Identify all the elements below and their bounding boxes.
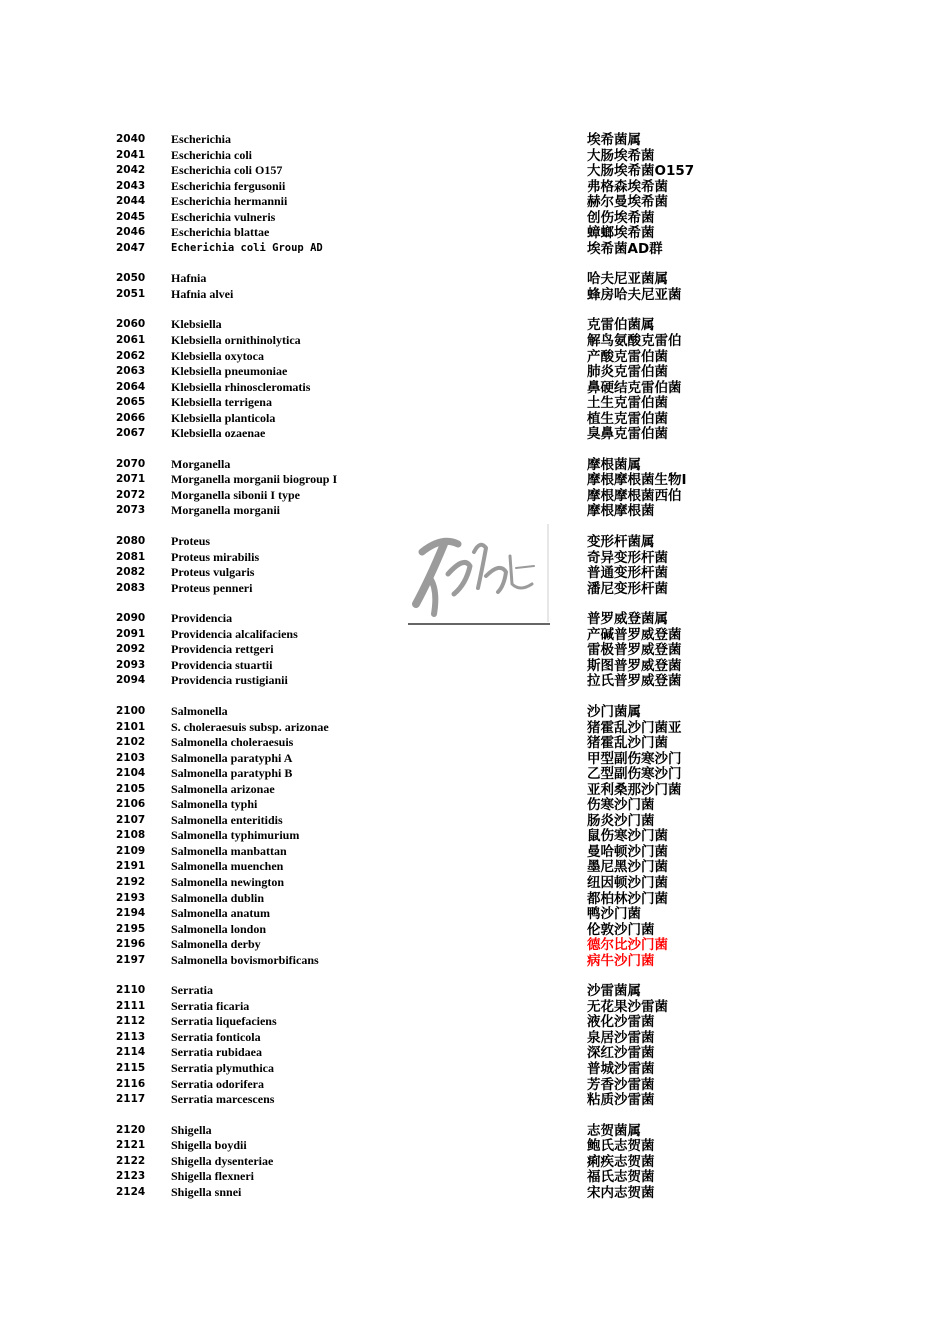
row-code: 2045 <box>116 210 146 223</box>
row-latin-name: Klebsiella <box>171 317 222 332</box>
row-chinese-name: 甲型副伤寒沙门 <box>587 750 682 767</box>
row-code: 2083 <box>116 581 146 594</box>
row-code: 2122 <box>116 1154 146 1167</box>
row-chinese-name: 肠炎沙门菌 <box>587 812 655 829</box>
row-chinese-name: 乙型副伤寒沙门 <box>587 766 682 783</box>
table-row <box>0 891 950 907</box>
table-row <box>0 287 950 303</box>
row-chinese-name: 猪霍乱沙门菌亚 <box>587 719 682 736</box>
table-row <box>0 1154 950 1170</box>
row-code: 2065 <box>116 396 146 409</box>
table-row <box>0 1061 950 1077</box>
row-latin-name: Morganella <box>171 456 231 471</box>
row-chinese-name: 解鸟氨酸克雷伯 <box>587 333 682 350</box>
row-chinese-name: 鸭沙门菌 <box>587 906 641 923</box>
row-code: 2106 <box>116 798 146 811</box>
row-code: 2043 <box>116 179 146 192</box>
row-latin-name: Providencia <box>171 611 233 626</box>
row-latin-name: Proteus mirabilis <box>171 549 260 564</box>
row-code: 2051 <box>116 287 146 300</box>
row-latin-name: Shigella snnei <box>171 1184 242 1199</box>
table-row <box>0 194 950 210</box>
group-spacer <box>0 302 950 317</box>
row-code: 2109 <box>116 844 146 857</box>
row-chinese-name: 沙雷菌属 <box>587 983 641 1000</box>
row-chinese-name: 深红沙雷菌 <box>587 1045 655 1062</box>
row-latin-name: Klebsiella ornithinolytica <box>171 333 301 348</box>
table-row <box>0 999 950 1015</box>
table-row <box>0 1030 950 1046</box>
row-code: 2116 <box>116 1077 146 1090</box>
row-chinese-name: 粘质沙雷菌 <box>587 1092 655 1109</box>
row-chinese-name: 埃希菌属 <box>587 132 641 148</box>
row-chinese-name: 哈夫尼亚菌属 <box>587 271 668 288</box>
row-latin-name: Escherichia coli O157 <box>171 163 283 178</box>
row-chinese-name: 弗格森埃希菌 <box>587 178 668 195</box>
row-latin-name: Klebsiella rhinoscleromatis <box>171 379 311 394</box>
row-latin-name: Salmonella manbattan <box>171 843 287 858</box>
row-latin-name: Morganella sibonii I type <box>171 487 301 502</box>
row-chinese-name: 产酸克雷伯菌 <box>587 348 668 365</box>
row-code: 2192 <box>116 875 146 888</box>
row-code: 2111 <box>116 999 146 1012</box>
table-row <box>0 333 950 349</box>
table-row <box>0 1092 950 1108</box>
row-latin-name: Escherichia <box>171 132 231 146</box>
row-chinese-name: 土生克雷伯菌 <box>587 395 668 412</box>
row-chinese-name: 猪霍乱沙门菌 <box>587 735 668 752</box>
row-latin-name: Escherichia blattae <box>171 225 270 240</box>
row-latin-name: Escherichia fergusonii <box>171 178 286 193</box>
row-latin-name: Salmonella paratyphi A <box>171 750 293 765</box>
row-latin-name: Klebsiella terrigena <box>171 395 272 410</box>
row-code: 2081 <box>116 550 146 563</box>
row-chinese-name: 无花果沙雷菌 <box>587 998 668 1015</box>
table-row <box>0 983 950 999</box>
table-row <box>0 503 950 519</box>
row-latin-name: Klebsiella pneumoniae <box>171 364 288 379</box>
table-row <box>0 411 950 427</box>
row-latin-name: Salmonella paratyphi B <box>171 766 293 781</box>
row-chinese-name: 摩根摩根菌生物I <box>587 472 687 489</box>
row-chinese-name: 沙门菌属 <box>587 703 641 720</box>
row-code: 2062 <box>116 349 146 362</box>
row-chinese-name: 潘尼变形杆菌 <box>587 580 668 597</box>
row-code: 2042 <box>116 164 146 177</box>
row-chinese-name: 德尔比沙门菌 <box>587 937 668 954</box>
row-code: 2093 <box>116 658 146 671</box>
row-chinese-name: 肺炎克雷伯菌 <box>587 364 668 381</box>
row-code: 2101 <box>116 720 146 733</box>
table-row <box>0 1185 950 1201</box>
row-chinese-name: 曼哈顿沙门菌 <box>587 843 668 860</box>
table-row <box>0 859 950 875</box>
row-latin-name: Escherichia coli <box>171 147 252 162</box>
row-code: 2110 <box>116 984 146 997</box>
row-chinese-name: 伤寒沙门菌 <box>587 797 655 814</box>
row-code: 2121 <box>116 1139 146 1152</box>
row-code: 2113 <box>116 1030 146 1043</box>
row-chinese-name: 赫尔曼埃希菌 <box>587 194 668 211</box>
table-row <box>0 797 950 813</box>
row-latin-name: Salmonella newington <box>171 874 285 889</box>
row-code: 2197 <box>116 953 146 966</box>
row-chinese-name: 摩根摩根菌 <box>587 503 655 520</box>
row-latin-name: Salmonella arizonae <box>171 781 275 796</box>
watermark-signature-icon <box>408 522 553 628</box>
row-latin-name: Escherichia hermannii <box>171 194 288 209</box>
row-chinese-name: 病牛沙门菌 <box>587 952 655 969</box>
table-row <box>0 953 950 969</box>
row-latin-name: Salmonella dublin <box>171 890 265 905</box>
row-code: 2070 <box>116 457 146 470</box>
row-chinese-name: 克雷伯菌属 <box>587 317 655 334</box>
row-chinese-name: 纽因顿沙门菌 <box>587 874 668 891</box>
row-chinese-name: 普罗威登菌属 <box>587 611 668 628</box>
table-row <box>0 720 950 736</box>
row-chinese-name: 伦敦沙门菌 <box>587 921 655 938</box>
row-code: 2046 <box>116 226 146 239</box>
table-row <box>0 844 950 860</box>
table-row <box>0 1123 950 1139</box>
row-latin-name: Serratia rubidaea <box>171 1045 262 1060</box>
table-row <box>0 1138 950 1154</box>
row-code: 2064 <box>116 380 146 393</box>
row-latin-name: Salmonella london <box>171 921 267 936</box>
code-table <box>0 132 950 1200</box>
table-row <box>0 1014 950 1030</box>
table-row <box>0 782 950 798</box>
table-row <box>0 735 950 751</box>
row-code: 2114 <box>116 1046 146 1059</box>
row-code: 2100 <box>116 704 146 717</box>
table-row <box>0 766 950 782</box>
row-code: 2124 <box>116 1185 146 1198</box>
row-chinese-name: 芳香沙雷菌 <box>587 1076 655 1093</box>
row-code: 2195 <box>116 922 146 935</box>
table-row <box>0 658 950 674</box>
row-latin-name: Salmonella bovismorbificans <box>171 952 319 967</box>
row-chinese-name: 埃希菌AD群 <box>587 240 663 257</box>
row-latin-name: Providencia stuartii <box>171 657 273 672</box>
row-chinese-name: 摩根菌属 <box>587 456 641 473</box>
row-code: 2044 <box>116 195 146 208</box>
group-spacer <box>0 689 950 704</box>
table-row <box>0 472 950 488</box>
row-code: 2104 <box>116 767 146 780</box>
row-chinese-name: 斯图普罗威登菌 <box>587 657 682 674</box>
row-code: 2063 <box>116 365 146 378</box>
row-chinese-name: 产碱普罗威登菌 <box>587 626 682 643</box>
group-spacer <box>0 256 950 271</box>
row-chinese-name: 都柏林沙门菌 <box>587 890 668 907</box>
row-code: 2107 <box>116 813 146 826</box>
row-chinese-name: 泉居沙雷菌 <box>587 1029 655 1046</box>
row-code: 2112 <box>116 1015 146 1028</box>
row-latin-name: Echerichia coli Group AD <box>171 241 323 254</box>
table-row <box>0 1169 950 1185</box>
table-row <box>0 642 950 658</box>
row-code: 2082 <box>116 566 146 579</box>
row-chinese-name: 宋内志贺菌 <box>587 1184 655 1201</box>
row-code: 2115 <box>116 1061 146 1074</box>
row-latin-name: Shigella dysenteriae <box>171 1153 274 1168</box>
table-row <box>0 349 950 365</box>
table-row <box>0 704 950 720</box>
row-latin-name: Salmonella choleraesuis <box>171 735 294 750</box>
table-row <box>0 488 950 504</box>
row-code: 2191 <box>116 860 146 873</box>
row-latin-name: Shigella <box>171 1122 212 1137</box>
row-latin-name: Salmonella derby <box>171 937 261 952</box>
row-code: 2067 <box>116 427 146 440</box>
row-code: 2102 <box>116 736 146 749</box>
row-latin-name: Salmonella typhi <box>171 797 258 812</box>
table-row <box>0 673 950 689</box>
table-row <box>0 179 950 195</box>
row-latin-name: Proteus vulgaris <box>171 565 255 580</box>
row-code: 2080 <box>116 535 146 548</box>
row-code: 2047 <box>116 241 146 254</box>
table-row <box>0 426 950 442</box>
row-chinese-name: 摩根摩根菌西伯 <box>587 487 682 504</box>
row-code: 2073 <box>116 504 146 517</box>
row-latin-name: Escherichia vulneris <box>171 209 276 224</box>
row-code: 2193 <box>116 891 146 904</box>
row-latin-name: Hafnia <box>171 271 207 286</box>
row-latin-name: Providencia alcalifaciens <box>171 626 298 641</box>
row-chinese-name: 液化沙雷菌 <box>587 1014 655 1031</box>
row-chinese-name: 奇异变形杆菌 <box>587 549 668 566</box>
row-latin-name: Providencia rustigianii <box>171 673 288 688</box>
table-row <box>0 380 950 396</box>
table-row <box>0 828 950 844</box>
row-latin-name: Serratia <box>171 983 213 998</box>
table-row <box>0 627 950 643</box>
table-row <box>0 148 950 164</box>
row-chinese-name: 创伤埃希菌 <box>587 209 655 226</box>
row-chinese-name: 鲍氏志贺菌 <box>587 1138 655 1155</box>
row-chinese-name: 福氏志贺菌 <box>587 1169 655 1186</box>
row-latin-name: Morganella morganii biogroup I <box>171 472 338 487</box>
row-code: 2194 <box>116 907 146 920</box>
row-latin-name: Proteus <box>171 534 211 549</box>
table-row <box>0 225 950 241</box>
row-code: 2094 <box>116 674 146 687</box>
table-row <box>0 813 950 829</box>
table-row <box>0 364 950 380</box>
table-row <box>0 751 950 767</box>
row-code: 2050 <box>116 272 146 285</box>
row-code: 2041 <box>116 148 146 161</box>
row-code: 2090 <box>116 612 146 625</box>
group-spacer <box>0 442 950 457</box>
table-row <box>0 210 950 226</box>
table-row <box>0 457 950 473</box>
table-row <box>0 163 950 179</box>
table-row <box>0 241 950 257</box>
row-latin-name: Salmonella enteritidis <box>171 812 283 827</box>
row-chinese-name: 大肠埃希菌 <box>587 147 655 164</box>
row-chinese-name: 大肠埃希菌O157 <box>587 163 695 180</box>
table-row <box>0 132 950 148</box>
row-latin-name: Klebsiella planticola <box>171 410 276 425</box>
table-row <box>0 271 950 287</box>
row-latin-name: Salmonella anatum <box>171 906 271 921</box>
table-row <box>0 1077 950 1093</box>
row-chinese-name: 变形杆菌属 <box>587 534 655 551</box>
row-code: 2108 <box>116 829 146 842</box>
row-latin-name: S. choleraesuis subsp. arizonae <box>171 719 329 734</box>
row-latin-name: Proteus penneri <box>171 580 253 595</box>
row-chinese-name: 植生克雷伯菌 <box>587 410 668 427</box>
row-chinese-name: 臭鼻克雷伯菌 <box>587 426 668 443</box>
row-code: 2091 <box>116 627 146 640</box>
row-latin-name: Serratia liquefaciens <box>171 1014 277 1029</box>
row-latin-name: Shigella boydii <box>171 1138 247 1153</box>
row-latin-name: Morganella morganii <box>171 503 280 518</box>
row-latin-name: Salmonella muenchen <box>171 859 284 874</box>
row-chinese-name: 亚利桑那沙门菌 <box>587 781 682 798</box>
row-chinese-name: 雷极普罗威登菌 <box>587 642 682 659</box>
row-chinese-name: 蜂房哈夫尼亚菌 <box>587 286 682 303</box>
row-chinese-name: 痢疾志贺菌 <box>587 1153 655 1170</box>
table-row <box>0 1045 950 1061</box>
row-chinese-name: 鼻硬结克雷伯菌 <box>587 379 682 396</box>
table-row <box>0 937 950 953</box>
group-spacer <box>0 1108 950 1123</box>
row-chinese-name: 鼠伤寒沙门菌 <box>587 828 668 845</box>
row-code: 2196 <box>116 938 146 951</box>
row-code: 2071 <box>116 473 146 486</box>
row-latin-name: Shigella flexneri <box>171 1169 254 1184</box>
table-row <box>0 395 950 411</box>
row-code: 2120 <box>116 1123 146 1136</box>
row-code: 2072 <box>116 488 146 501</box>
table-row <box>0 922 950 938</box>
row-latin-name: Salmonella typhimurium <box>171 828 300 843</box>
row-chinese-name: 志贺菌属 <box>587 1122 641 1139</box>
table-row <box>0 906 950 922</box>
row-latin-name: Serratia odorifera <box>171 1076 264 1091</box>
row-code: 2092 <box>116 643 146 656</box>
table-row <box>0 317 950 333</box>
row-latin-name: Serratia ficaria <box>171 998 250 1013</box>
group-spacer <box>0 968 950 983</box>
row-latin-name: Serratia marcescens <box>171 1092 275 1107</box>
row-code: 2103 <box>116 751 146 764</box>
row-latin-name: Providencia rettgeri <box>171 642 274 657</box>
row-latin-name: Serratia fonticola <box>171 1029 261 1044</box>
row-chinese-name: 墨尼黑沙门菌 <box>587 859 668 876</box>
row-latin-name: Hafnia alvei <box>171 286 234 301</box>
row-chinese-name: 普通变形杆菌 <box>587 565 668 582</box>
row-code: 2105 <box>116 782 146 795</box>
row-latin-name: Klebsiella ozaenae <box>171 426 266 441</box>
row-code: 2123 <box>116 1170 146 1183</box>
table-row <box>0 875 950 891</box>
row-code: 2117 <box>116 1093 146 1106</box>
row-chinese-name: 拉氏普罗威登菌 <box>587 673 682 690</box>
row-latin-name: Serratia plymuthica <box>171 1060 274 1075</box>
row-code: 2060 <box>116 318 146 331</box>
row-code: 2061 <box>116 334 146 347</box>
row-code: 2066 <box>116 411 146 424</box>
row-latin-name: Salmonella <box>171 703 228 718</box>
row-code: 2040 <box>116 133 146 145</box>
row-chinese-name: 普城沙雷菌 <box>587 1060 655 1077</box>
row-latin-name: Klebsiella oxytoca <box>171 348 264 363</box>
row-chinese-name: 蟑螂埃希菌 <box>587 225 655 242</box>
